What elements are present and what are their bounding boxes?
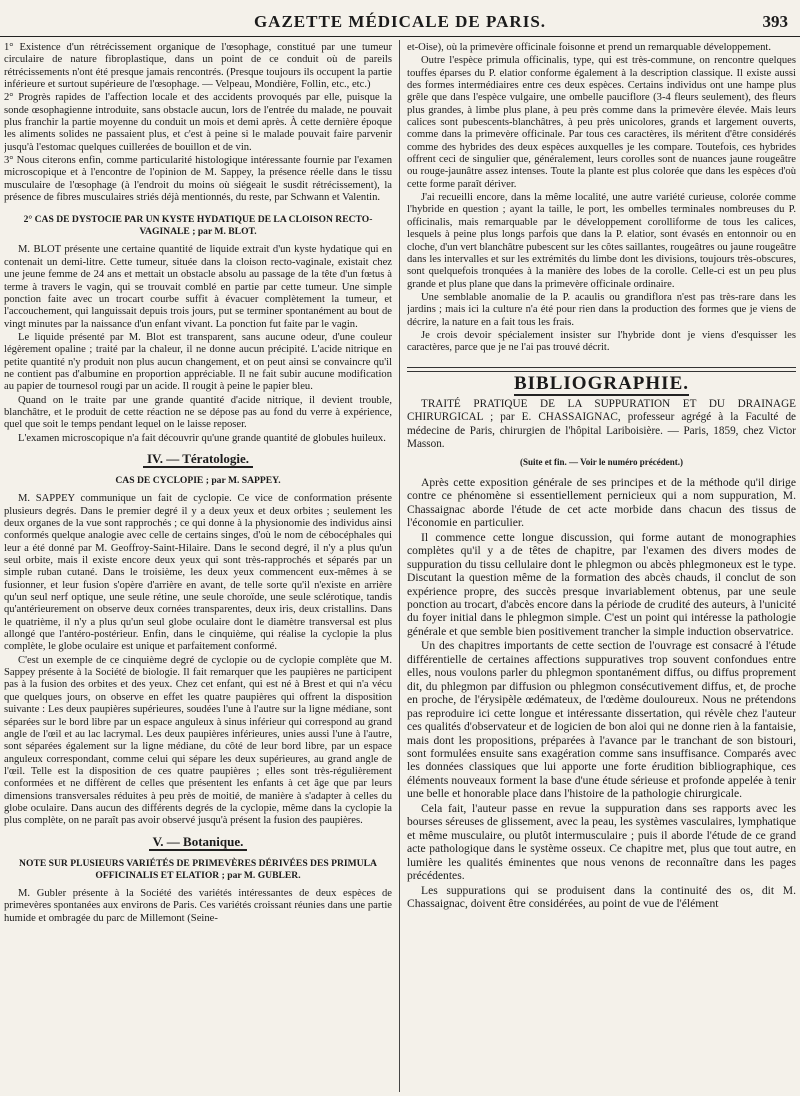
bibliography-title: BIBLIOGRAPHIE. xyxy=(513,372,689,394)
paragraph: 1° Existence d'un rétrécissement organique de l'œsophage, constitué par une tumeur circulaire de nature fibroplastique, dans un point de ce conduit où de pareils rétrécissements n'ont été presque jamais rencontrés. (Presque toujours ils occupent la partie inférieure et surtout supérieure de l'œsophage. — Velpeau, Mondière, Follin, etc., etc.) xyxy=(4,42,392,91)
section-title: V. — Botanique. xyxy=(149,834,248,851)
paragraph: Je crois devoir spécialement insister sur l'hybride dont je viens d'esquisser les caractères, parce que je ne l'ai pas trouvé décrit. xyxy=(407,329,796,354)
paragraph: Outre l'espèce primula officinalis, type, qui est très-commune, on rencontre quelques touffes éparses du P. elatior conforme également à la description classique. Il existe aussi des formes intermédiaires entre ces deux espèces. Certains individus ont une hampe plus grêle que dans l'espèce vulgaire, une ombelle pauciflore (3-4 fleurs seulement), des fleurs plus grandes, à limbe plus plane, à peu près comme dans la primevère élevée. Mais leurs calices sont pubescents-blanchâtres, à peu près unicolores, grands et largement ouverts, comme dans la primevère officinale. Par tous ces caractères, ils méritent d'être considérés comme des hybrides des deux espèces auxquelles je les compare. Toutefois, ces hybrides offrent ceci de singulier que, généralement, leurs corolles sont de nuances jaune rougeâtre ou rouge-jaunâtre assez intenses. Toute la plante est plus colorée que dans les espèces d'où cette forme paraît dériver. xyxy=(407,55,796,190)
case-title: CAS DE CYCLOPIE ; par M. SAPPEY. xyxy=(115,475,281,487)
right-column xyxy=(407,42,796,1092)
paragraph: Il commence cette longue discussion, qui forme autant de monographies complètes qu'il y a de têtes de chapitre, par l'examen des divers modes de suppuration du tissu cellulaire dont le phlegmon ou abcès phlegmoneux est le type. Discutant la question même de la formation des abcès chauds, il conclut de son expérience propre, des succès presque invariablement obtenus, par une seule ponction au trocart, d'abcès encore dans la période de crudité des auteurs, à l'unicité du foyer initial dans le phlegmon simple. C'est un point qui intéresse la pathologie générale et que semble bien positivement trancher la simple induction observatrice. xyxy=(407,530,796,638)
page-number: 393 xyxy=(762,12,788,31)
paragraph: 2° Progrès rapides de l'affection locale et des accidents provoqués par elle, puisque la sonde œsophagienne introduite, sans obstacle aucun, lors de l'entrée du malade, ne pouvait plus franchir la partie moyenne du conduit un mois et demi après. À cette dernière époque les aliments solides ne passaient plus, et c'est à peine si le malade pouvait faire parvenir jusqu'à l'estomac quelques cuillerées de bouillon et de vin. xyxy=(4,92,392,153)
bibliography-body xyxy=(407,476,796,911)
book-reference: TRAITÉ PRATIQUE DE LA SUPPURATION ET DU DRAINAGE CHIRURGICAL ; par E. CHASSAIGNAC, professeur agrégé à la Faculté de médecine de Paris, chirurgien de l'hôpital Lariboisière. — Paris, 1859, chez Victor Masson. xyxy=(407,397,796,451)
left-column xyxy=(4,42,392,1092)
section-heading xyxy=(4,450,392,466)
bibliography-heading xyxy=(407,372,796,394)
paragraph: M. SAPPEY communique un fait de cyclopie. Ce vice de conformation présente plusieurs degrés. Dans le premier degré il y a deux yeux et deux orbites ; seulement les deux organes de la vue sont rapprochés ; ce qui donne à la physionomie des individus ainsi conformés quelque analogie avec celle de certains singes, d'où le nom de cébocéphales qui leur a été donné par M. Geoffroy-Saint-Hilaire. Dans le second degré, il n'y a plus qu'un seul orbite, mais il existe encore deux yeux qui sont très-rapprochés et séparés par un simple ruban cutané. Dans le troisième, les deux yeux commencent eux-mêmes à se fusionner, et leur fusion s'opère d'arrière en avant, de telle sorte qu'il n'existe en arrière qu'un seul nerf optique, une seule rétine, une seule choroïde, une seule sclérotique, tandis qu'antérieurement on observe deux cornées transparentes, deux iris, deux cristallins. Dans le quatrième, il n'y a plus qu'un seul globe oculaire dont le diamètre transversal est plus allongé que l'antéro-postérieur. Enfin, dans le cinquième, qui réalise la cyclopie la plus complète, le globe oculaire est unique et parfaitement conformé. xyxy=(4,493,392,653)
page-header xyxy=(0,10,800,37)
paragraph: L'examen microscopique n'a fait découvrir qu'une grande quantité de globules huileux. xyxy=(18,432,386,444)
section-divider xyxy=(407,367,796,372)
paragraph: M. Gubler présente à la Société des variétés intéressantes de deux espèces de primevères spontanées aux environs de Paris. Ces variétés croissant réunies dans une partie humide et ombragée du parc de Millemont (Seine- xyxy=(4,887,392,924)
paragraph: C'est un exemple de ce cinquième degré de cyclopie ou de cyclopie complète que M. Sappey présente à la Société de biologie. Il fait remarquer que les paupières ne participent pas à la fusion des orbites et des yeux. Chez cet enfant, qui est né à Brest et qui n'a vécu que quelques jours, on observe en effet les quatre paupières qui offrent la disposition suivante : Les deux paupières supérieures, soudées l'une à l'autre sur la ligne médiane, sont séparées sur le bord libre par un espace anguleux à sinus inférieur qui correspond au grand angle de l'œil et au lac lacrymal. Les deux paupières inférieures, unies aussi l'une à l'autre, sont séparées également sur la ligne médiane, du côté de leur bord libre, par un espace anguleux correspondant, comme celui qui sépare les deux supérieures, au grand angle de l'œil. Telle est la disposition de ces quatre paupières ; elles sont très-régulièrement conformées et ne diffèrent de celles que présentent les enfants à cet âge que par leurs dimensions transversales réduites à peu près de moitié, de manière à s'adapter à celles du globe oculaire. Dans aucun des différents degrés de la cyclopie, même dans la cyclopie la plus complète, on ne paraît pas avoir observé jusqu'à présent la fusion des paupières. xyxy=(4,654,392,827)
paragraph: Après cette exposition générale de ses principes et de la méthode qu'il dirige contre ce phénomène si essentiellement pernicieux qui a nom suppuration, M. Chassaignac aborde l'étude de cet acte morbide dans chacun des tissus de l'économie en particulier. xyxy=(407,475,796,530)
column-divider xyxy=(399,40,400,1092)
paragraph: Une semblable anomalie de la P. acaulis ou grandiflora n'est pas très-rare dans les jardins ; mais ici la culture n'a été pour rien dans la production des formes que je viens de décrire, la nature en a fait tous les frais. xyxy=(407,291,796,328)
paragraph: Cela fait, l'auteur passe en revue la suppuration dans ses rapports avec les bourses séreuses de glissement, avec la peau, les systèmes vasculaires, lymphatique et même musculaire, ou plutôt intermusculaire ; puis il aborde l'étude de ce grand acte pathologique dans le système osseux. Ce chapitre met, plus que tout autre, en lumière les qualités éminentes que nous venons de reconnaître dans les pages précédentes. xyxy=(407,801,796,883)
paragraph: M. BLOT présente une certaine quantité de liquide extrait d'un kyste hydatique qui en contenait un demi-litre. Cette tumeur, située dans la cloison recto-vaginale, existait chez une jeune femme de 24 ans et mettait un obstacle absolu au passage de la tête d'un fœtus à terme à travers le vagin, qui se trouvait comblé en partie par cette tumeur. Une simple ponction faite avec un trocart courbe suffit à évacuer complètement la tumeur, et l'accouchement, qui languissait depuis trois jours, put se terminer spontanément au bout de vingt minutes par la naissance d'un enfant vivant. La ponction fut faite par le vagin. xyxy=(4,244,392,330)
journal-title: GAZETTE MÉDICALE DE PARIS. xyxy=(253,12,547,31)
section-heading xyxy=(4,833,392,849)
paragraph: et-Oise), où la primevère officinale foisonne et prend un remarquable développement. xyxy=(407,42,771,53)
paragraph: Le liquide présenté par M. Blot est transparent, sans aucune odeur, d'une couleur légèrement opaline ; traité par la chaleur, il ne donne aucun précipité. L'acide nitrique en petite quantité n'y produit non plus aucun changement, et on peut ainsi se convaincre qu'il ne contient pas d'albumine en proportion appréciable. Il ne fait subir aucune modification au papier de tournesol rougi par un acide. Il rougit à peine le papier bleu. xyxy=(4,331,392,393)
paragraph: J'ai recueilli encore, dans la même localité, une autre variété curieuse, colorée comme l'hybride en question ; ayant la taille, le port, les ombelles terminales nombreuses du P. officinalis, mais remarquable par le développement corolliforme de tous les calices, lesquels à peine plus longs parfois que dans la P. elatior, sont évasés en entonnoir ou en cloche, d'un vert blanchâtre pubescent sur les côtes saillantes, rougeâtres ou jaune rougeâtre dans les intervalles et sur les extrémités du limbe dont les divisions, toujours très-obscures, sont quelquefois tronquées à la manière des lobes de la corolle. Celle-ci est un peu plus grande et plus plane que dans la primevère officinale ordinaire. xyxy=(407,192,796,290)
note-title: NOTE SUR PLUSIEURS VARIÉTÉS DE PRIMEVÈRES DÉRIVÉES DES PRIMULA OFFICINALIS ET ELATIOR ; par M. GUBLER. xyxy=(19,857,377,881)
section-title: IV. — Tératologie. xyxy=(143,451,253,468)
paragraph: Les suppurations qui se produisent dans la continuité des os, dit M. Chassaignac, doivent être considérées, au point de vue de l'élément xyxy=(407,883,796,910)
paragraph: Quand on le traite par une grande quantité d'acide nitrique, il devient trouble, blanchâtre, et le produit de cette réaction ne se dépose pas au fond du verre à expérience, quel que soit le temps pendant lequel on le laisse reposer. xyxy=(4,394,392,431)
paragraph: Un des chapitres importants de cette section de l'ouvrage est consacré à l'étude différentielle de certaines affections suppuratives trop souvent confondues entre elles, nous voulons parler du phlegmon spontanément diffus, ou diffus proprement dit, du phlegmon par diffusion ou phlegmon consécutivement diffus, et, de proche en proche, de l'érysipèle œdémateux, de l'œdème douloureux. Nous ne prétendons pas reproduire ici cette longue et intéressante dissertation, qui révèle chez l'auteur ces qualités d'observateur et de logicien de bon aloi qui ne donne rien à la fantaisie, mais dont les propositions, préparées à l'avance par le tranchant de son bistouri, sont formulées ensuite sans exagération comme sans insuffisance. Comparés avec les données classiques que lui apporte une forte érudition bibliographique, ces éléments nouveaux forment la base d'une étude sérieuse et profonde appelée à tenir une belle et honorable place dans l'histoire de la pathologie chirurgicale. xyxy=(407,639,796,801)
paragraph: 3° Nous citerons enfin, comme particularité histologique intéressante fournie par l'examen microscopique et à l'encontre de l'opinion de M. Sappey, la présence réelle dans le tissu musculaire de l'œsophage (à l'endroit du moins où siégeait le susdit rétrécissement), la présence de fibres musculaires striés déjà mentionnés, du reste, par Schwann et Valentin. xyxy=(4,155,392,204)
case-title: 2° CAS DE DYSTOCIE PAR UN KYSTE HYDATIQUE DE LA CLOISON RECTO-VAGINALE ; par M. BLOT. xyxy=(23,214,373,238)
continued-note: (Suite et fin. — Voir le numéro précédent.) xyxy=(520,456,683,467)
